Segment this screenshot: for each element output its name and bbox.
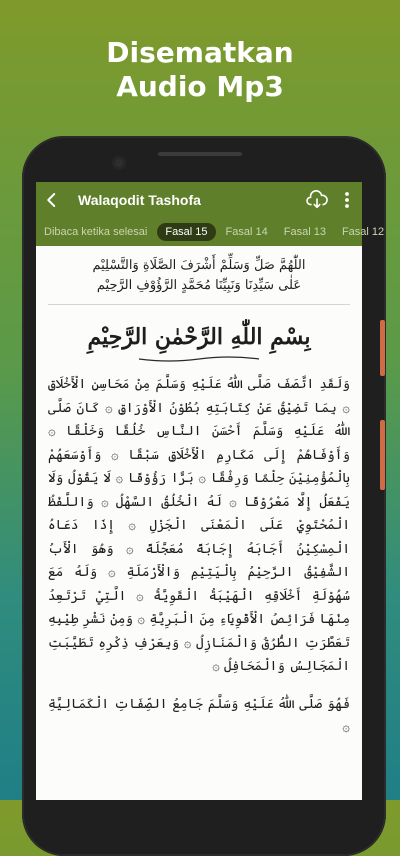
chapter-tabs xyxy=(36,218,385,246)
reading-content[interactable] xyxy=(36,246,362,800)
phone-volume-button xyxy=(380,420,385,490)
more-options-button[interactable] xyxy=(332,182,362,218)
app-bar xyxy=(36,182,362,218)
phone-power-button xyxy=(380,320,385,376)
promo-line-1: Disematkan xyxy=(106,36,294,69)
basmala-ornament xyxy=(129,355,269,363)
divider xyxy=(48,304,350,305)
salawat-header xyxy=(36,246,362,296)
salawat-line-2: عَلٰى سَيِّدِنَا وَنَبِيِّنَا مُحَمَّدٍ الرَّؤُوْفِ الرَّحِيْم xyxy=(96,278,302,293)
cloud-download-icon xyxy=(306,190,328,210)
arrow-left-icon xyxy=(43,191,61,209)
arabic-body xyxy=(36,363,362,740)
phone-camera xyxy=(112,156,126,170)
paragraph-2: فَهُوَ صَلَّى اللّٰهُ عَلَيْهِ وَسَلَّمَ جَامِعُ الصِّفَاتِ الْكَمَالِيَّةِ ۞ xyxy=(48,696,350,735)
tab-fasal-12[interactable]: Fasal 12 xyxy=(341,226,385,238)
download-audio-button[interactable] xyxy=(302,182,332,218)
tab-fasal-15[interactable]: Fasal 15 xyxy=(157,223,215,241)
promo-line-2: Audio Mp3 xyxy=(116,70,284,103)
back-button[interactable] xyxy=(36,182,68,218)
salawat-line-1: اللّٰهُمَّ صَلِّ وَسَلِّمْ أَشْرَفَ الصَّلَاةِ وَالتَّسْلِيْم xyxy=(92,258,306,273)
phone-speaker xyxy=(158,152,242,156)
more-vert-icon xyxy=(344,191,350,209)
promo-headline xyxy=(0,36,400,104)
app-screen xyxy=(36,182,385,800)
basmala-calligraphy: بِسْمِ اللّٰهِ الرَّحْمٰنِ الرَّحِيْمِ xyxy=(87,324,311,350)
tab-fasal-13[interactable]: Fasal 13 xyxy=(283,226,326,238)
tab-fasal-14[interactable]: Fasal 14 xyxy=(225,226,268,238)
tab-dibaca-ketika-selesai[interactable]: Dibaca ketika selesai xyxy=(44,226,148,238)
page-title: Walaqodit Tashofa xyxy=(78,192,201,208)
paragraph-1: وَلَقَدِ اتَّصَفَ صَلَّى اللّٰهُ عَلَيْهِ وَسَلَّمَ مِنْ مَحَاسِنِ الْأَخْلَاقِ ۞ بِمَا تَضِيْقُ عَنْ كِتَابَتِهِ بُطُوْنُ الْأَوْرَاقِ ۞ كَانَ صَلَّى اللّٰهُ عَلَيْهِ وَسَلَّمَ أَحْسَنَ النَّاسِ خُلُقًا وَخَلْقًا ۞ وَأَوْفَاهُمْ إِلَى مَكَارِمِ الْأَخْلَاقِ سَبْقًا ۞ وَأَوْسَعَهُمْ بِالْمُؤْمِنِيْنَ حِلْمًا وَرِفْقًا ۞ بَرًّا رَؤُوْفًا ۞ لَا يَقُوْلُ وَلَا يَفْعَلُ إِلَّا مَعْرُوْفًا ۞ لَهُ الْخُلُقُ السَّهْلُ ۞ وَاللَّفْظُ الْمُحْتَوِيْ عَلَى الْمَعْنَى الْجَزْلِ ۞ إِذَا دَعَاهُ الْمِسْكِيْنُ أَجَابَهُ إِجَابَةً مُعَجَّلَةً ۞ وَهُوَ الْأَبُ الشَّفِيْقُ الرَّحِيْمُ بِالْيَتِيْمِ وَالْأَرْمَلَةِ ۞ وَلَهُ مَعَ سُهُوْلَةِ أَخْلَاقِهِ الْهَيْبَةُ الْقَوِيَّةُ ۞ الَّتِيْ تَرْتَعِدُ مِنْهَا فَرَائِصُ الْأَقْوِيَاءِ مِنَ الْبَرِيَّةِ ۞ وَمِنْ نَشْرِ طِيْبِهِ تَعَطَّرَتِ الطُّرُقُ وَالْمَنَازِلُ ۞ وَبِعَرْفِ ذِكْرِهِ تَطَيَّبَتِ الْمَجَالِسُ وَالْمَحَافِلُ ۞ xyxy=(48,377,350,674)
